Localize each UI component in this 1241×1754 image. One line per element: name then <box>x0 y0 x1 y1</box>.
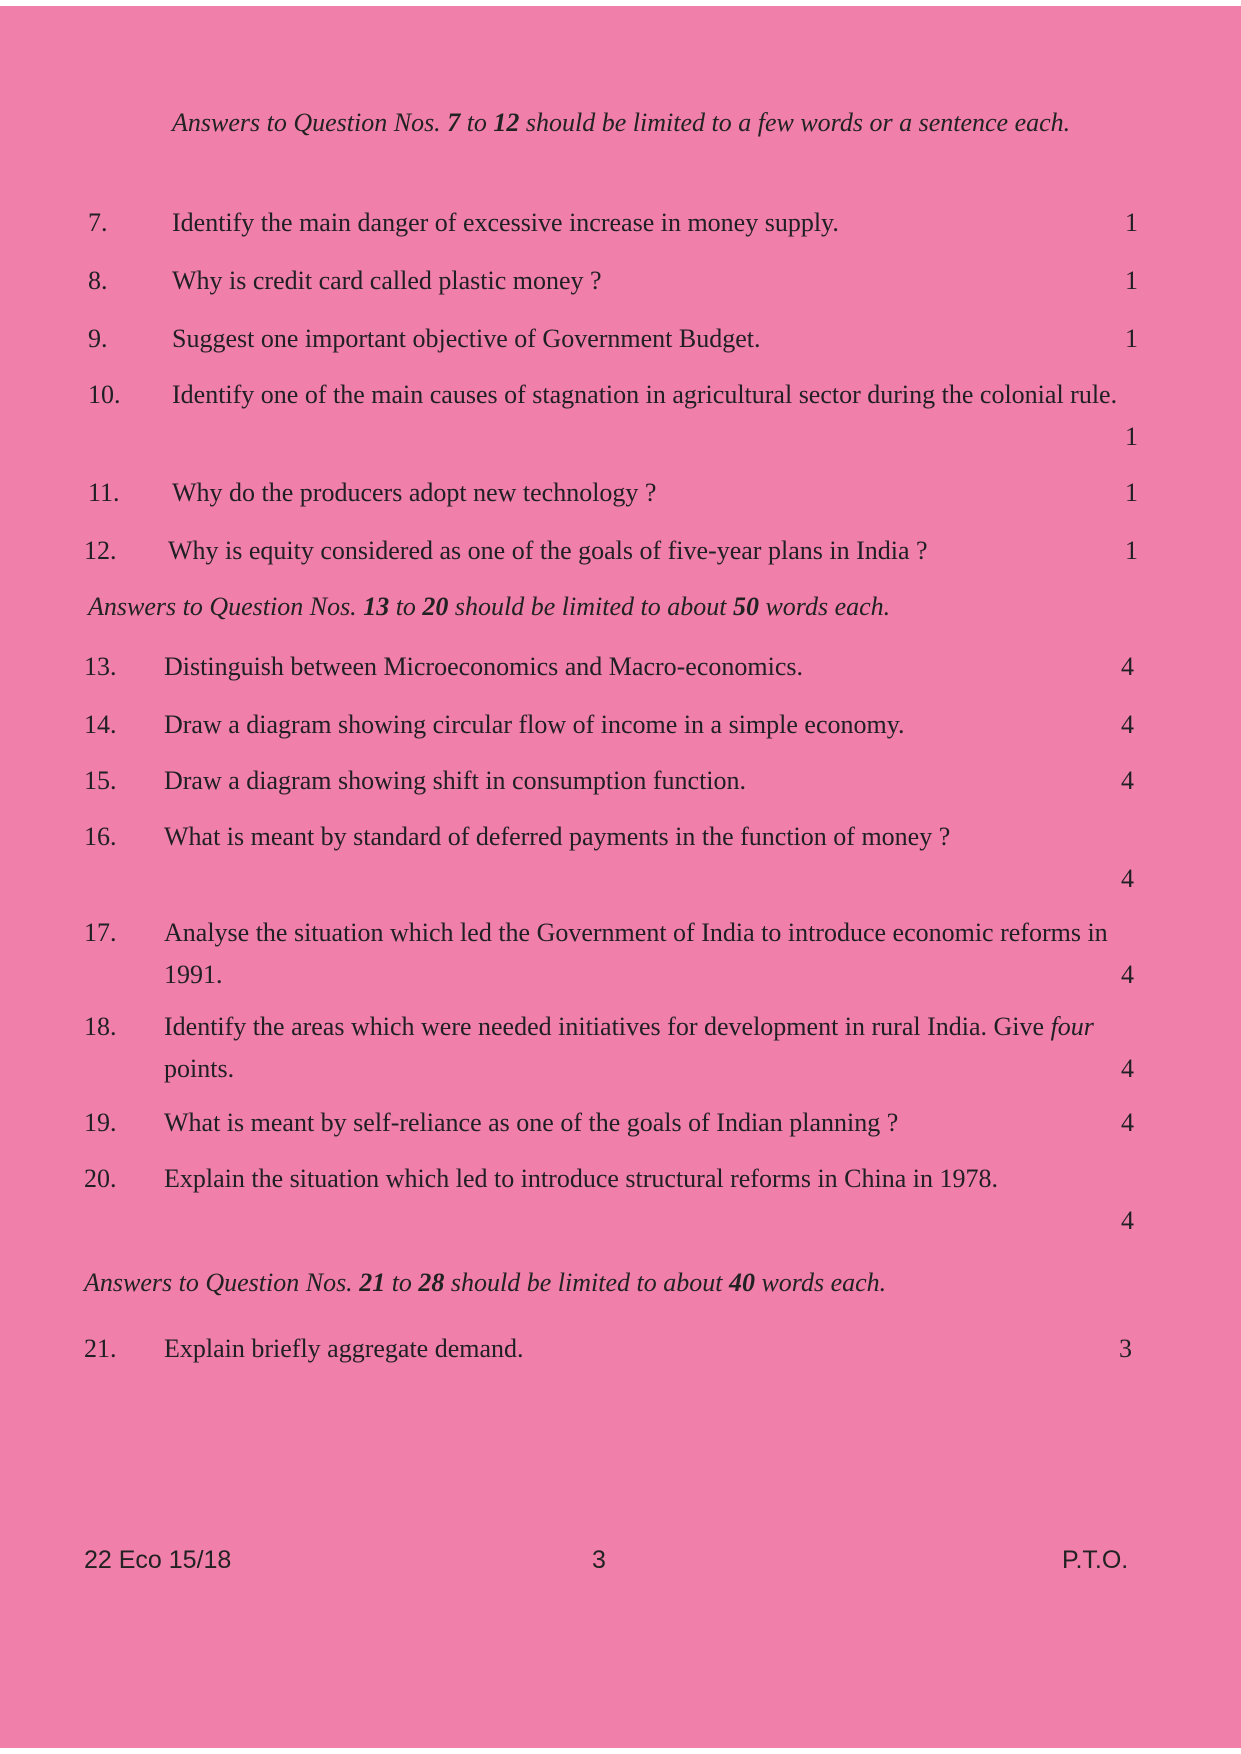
question-text: Why is credit card called plastic money ? <box>172 266 602 295</box>
question-13 <box>84 646 1134 688</box>
question-17 <box>84 912 1140 996</box>
question-marks: 4 <box>1121 864 1134 893</box>
question-text: Explain briefly aggregate demand. <box>164 1334 524 1363</box>
question-number: 7. <box>88 208 108 237</box>
question-marks: 4 <box>1121 960 1134 989</box>
question-7 <box>88 202 1138 244</box>
question-marks: 1 <box>1125 208 1138 237</box>
question-number: 11. <box>88 478 120 507</box>
question-marks: 4 <box>1121 652 1134 681</box>
question-18 <box>84 1006 1140 1090</box>
instruction-q21-28: Answers to Question Nos. 21 to 28 should be limited to about 40 words each. <box>84 1268 887 1297</box>
question-number: 16. <box>84 822 117 851</box>
question-number: 14. <box>84 710 117 739</box>
question-number: 17. <box>84 918 117 947</box>
question-21 <box>84 1328 1132 1370</box>
instruction-q7-12: Answers to Question Nos. 7 to 12 should be limited to a few words or a sentence each. <box>172 108 1071 137</box>
question-text: Distinguish between Microeconomics and Macro-economics. <box>164 652 803 681</box>
question-number: 9. <box>88 324 108 353</box>
question-paper-page <box>0 6 1241 1748</box>
question-marks: 4 <box>1121 1108 1134 1137</box>
question-marks: 4 <box>1121 766 1134 795</box>
question-9 <box>88 318 1138 360</box>
question-11 <box>88 472 1138 514</box>
instruction-q13-20: Answers to Question Nos. 13 to 20 should be limited to about 50 words each. <box>88 592 891 621</box>
question-text: Explain the situation which led to introduce structural reforms in China in 1978. <box>164 1164 998 1193</box>
question-8 <box>88 260 1138 302</box>
question-marks: 4 <box>1121 710 1134 739</box>
question-marks: 4 <box>1121 1054 1134 1083</box>
question-15 <box>84 760 1134 802</box>
question-marks: 1 <box>1125 422 1138 451</box>
question-number: 20. <box>84 1164 117 1193</box>
question-number: 15. <box>84 766 117 795</box>
question-number: 12. <box>84 536 117 565</box>
question-marks: 4 <box>1121 1206 1134 1235</box>
question-text: Identify the areas which were needed initiatives for development in rural India. Give four points. <box>164 1012 1094 1083</box>
question-marks: 1 <box>1125 536 1138 565</box>
question-marks: 1 <box>1125 266 1138 295</box>
question-text: What is meant by standard of deferred payments in the function of money ? <box>164 822 951 851</box>
question-number: 10. <box>88 380 121 409</box>
question-16 <box>84 816 1134 900</box>
question-19 <box>84 1102 1134 1144</box>
footer-paper-code: 22 Eco 15/18 <box>84 1546 232 1574</box>
question-text: Draw a diagram showing circular flow of income in a simple economy. <box>164 710 905 739</box>
question-text: What is meant by self-reliance as one of the goals of Indian planning ? <box>164 1108 899 1137</box>
question-20 <box>84 1158 1140 1242</box>
footer-page-number: 3 <box>592 1546 606 1574</box>
question-text: Identify the main danger of excessive increase in money supply. <box>172 208 839 237</box>
question-marks: 1 <box>1125 324 1138 353</box>
question-number: 18. <box>84 1012 117 1041</box>
question-number: 21. <box>84 1334 117 1363</box>
footer-pto: P.T.O. <box>1062 1546 1129 1574</box>
question-text: Draw a diagram showing shift in consumption function. <box>164 766 747 795</box>
question-marks: 1 <box>1125 478 1138 507</box>
question-text: Suggest one important objective of Government Budget. <box>172 324 761 353</box>
question-10 <box>88 374 1148 458</box>
question-number: 13. <box>84 652 117 681</box>
question-marks: 3 <box>1119 1334 1132 1363</box>
question-14 <box>84 704 1134 746</box>
question-12 <box>84 530 1138 572</box>
question-number: 19. <box>84 1108 117 1137</box>
question-text: Why is equity considered as one of the goals of five-year plans in India ? <box>168 536 928 565</box>
question-number: 8. <box>88 266 108 295</box>
question-text: Why do the producers adopt new technology ? <box>172 478 657 507</box>
question-text: Identify one of the main causes of stagnation in agricultural sector during the colonial rule. <box>172 380 1118 409</box>
question-text: Analyse the situation which led the Government of India to introduce economic reforms in 1991. <box>164 918 1108 989</box>
